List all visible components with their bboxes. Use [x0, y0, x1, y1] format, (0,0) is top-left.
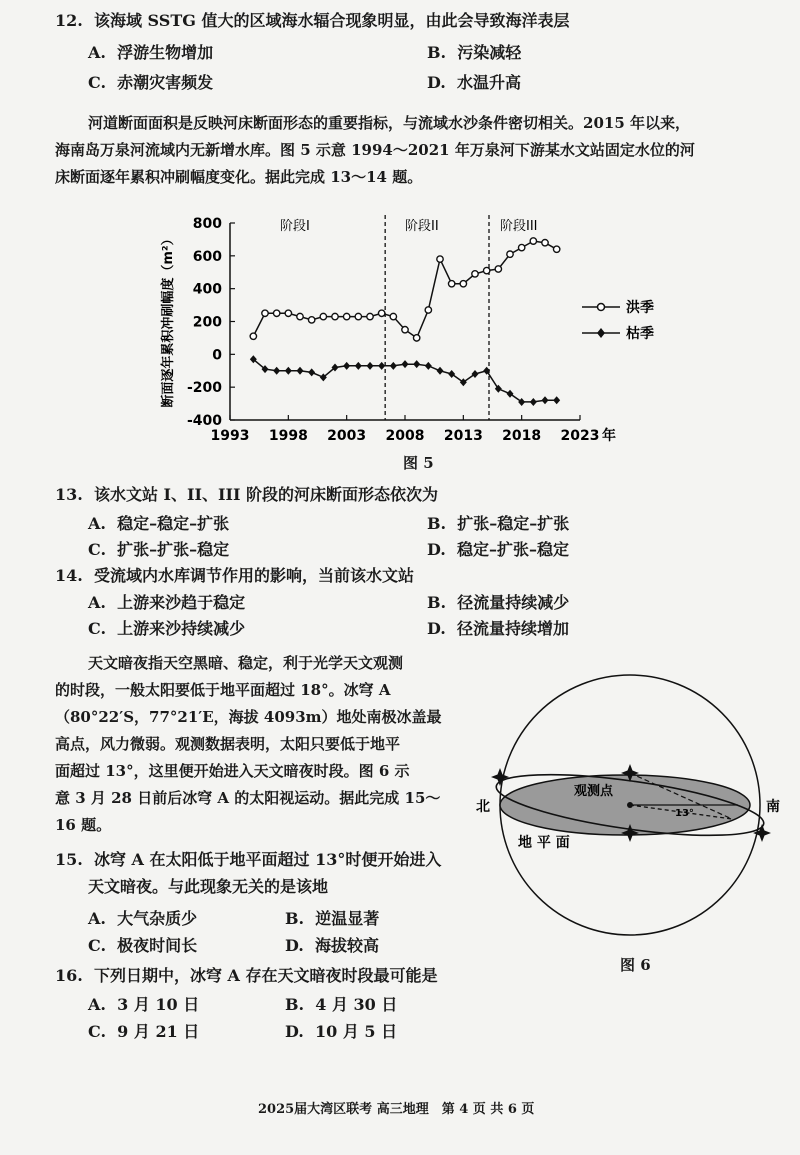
y-tick-label: 0 [212, 347, 222, 364]
flood-season-point [483, 267, 489, 273]
dry-season-point [542, 396, 549, 404]
legend-dry-marker [597, 328, 605, 338]
figure6-caption: 图 6 [620, 956, 651, 974]
q12-option-a: A. 浮游生物增加 [88, 43, 214, 62]
q15-text-line-1: 冰穹 A 在太阳低于地平面超过 13°时便开始进入 [93, 850, 442, 869]
dry-season-point [448, 370, 455, 378]
flood-season-point [530, 238, 536, 244]
flood-season-point [343, 313, 349, 319]
q14-option-b: B. 径流量持续减少 [427, 593, 570, 612]
flood-season-point [250, 333, 256, 339]
legend-flood-label: 洪季 [626, 300, 654, 316]
x-tick-label: 2023 [560, 428, 600, 444]
q14-stem [55, 563, 414, 586]
q14-option-d: D. 径流量持续增加 [427, 619, 570, 638]
q12-text: 该海域 SSTG 值大的区域海水辐合现象明显，由此会导致海洋表层 [93, 11, 570, 30]
flood-season-point [332, 313, 338, 319]
dry-season-point [297, 367, 304, 375]
stage-3-label: 阶段III [500, 219, 538, 234]
angle-label: 13° [675, 808, 694, 819]
q13-text: 该水文站 I、II、III 阶段的河床断面形态依次为 [93, 485, 439, 504]
q13-option-a: A. 稳定–稳定–扩张 [88, 514, 230, 533]
dry-season-point [285, 367, 292, 375]
flood-season-point [437, 256, 443, 262]
y-axis-label: 断面逐年累积冲刷幅度（m²） [161, 232, 176, 408]
q12-option-c: C. 赤潮灾害频发 [88, 73, 214, 92]
flood-season-point [297, 313, 303, 319]
dry-season-point [530, 398, 537, 406]
flood-season-point [308, 317, 314, 323]
y-tick-label: 800 [192, 216, 222, 232]
q15-option-b: B. 逆温显著 [285, 909, 380, 928]
q14-option-a: A. 上游来沙趋于稳定 [88, 593, 246, 612]
y-tick-label: -400 [186, 413, 222, 429]
stage-1-label: 阶段I [280, 219, 310, 234]
dry-season-point [413, 360, 420, 368]
y-tick-label: 600 [192, 248, 222, 265]
x-tick-label: 2008 [385, 428, 425, 444]
flood-season-point [320, 313, 326, 319]
dry-season-point [355, 362, 362, 370]
legend-dry-label: 枯季 [626, 326, 654, 342]
x-tick-label: 1998 [268, 428, 308, 444]
y-tick-label: 400 [192, 281, 222, 298]
dry-season-point [308, 368, 315, 376]
q12-option-b: B. 污染减轻 [427, 43, 522, 62]
flood-season-point [378, 310, 384, 316]
y-tick-label: 200 [192, 314, 222, 331]
chart-axes [187, 215, 600, 444]
q15-stem [55, 847, 441, 870]
x-tick-label: 1993 [210, 428, 250, 444]
flood-season-point [448, 281, 454, 287]
q12-stem [55, 8, 569, 31]
flood-season-point [367, 313, 373, 319]
passage2-line-5: 面超过 13°，这里便开始进入天文暗夜时段。图 6 示 [55, 762, 410, 780]
passage2-line-3: （80°22′S，77°21′E，海拔 4093m）地处南极冰盖最 [55, 708, 442, 726]
flood-season-point [472, 271, 478, 277]
q16-option-a: A. 3 月 10 日 [88, 995, 200, 1014]
dry-season-point [273, 367, 280, 375]
x-tick-label: 2003 [327, 428, 367, 444]
q15-option-d: D. 海拔较高 [285, 936, 380, 955]
south-label: 南 [766, 799, 780, 815]
passage2-line-2: 的时段，一般太阳要低于地平面超过 18°。冰穹 A [55, 681, 391, 699]
flood-season-point [507, 251, 513, 257]
flood-season-point [460, 281, 466, 287]
figure5-caption: 图 5 [403, 454, 434, 472]
observer-label: 观测点 [574, 784, 614, 799]
dry-season-point [378, 362, 385, 370]
figure5-chart [150, 205, 650, 445]
flood-season-point [553, 246, 559, 252]
flood-season-point [413, 335, 419, 341]
figure6-diagram [470, 665, 790, 955]
q16-option-b: B. 4 月 30 日 [285, 995, 398, 1014]
passage2-line-7: 16 题。 [55, 816, 112, 834]
stage-2-label: 阶段II [405, 219, 439, 234]
q14-text: 受流域内水库调节作用的影响，当前该水文站 [93, 566, 414, 585]
q14-number: 14. [55, 566, 83, 585]
flood-season-point [390, 313, 396, 319]
dry-season-point [367, 362, 374, 370]
q15-text-line-2: 天文暗夜。与此现象无关的是该地 [88, 877, 329, 896]
passage1-line-1: 河道断面面积是反映河床断面形态的重要指标，与流域水沙条件密切相关。2015 年以来， [88, 114, 690, 132]
dry-season-point [518, 398, 525, 406]
dry-season-point [390, 362, 397, 370]
flood-season-point [425, 307, 431, 313]
passage2-line-4: 高点，风力微弱。观测数据表明，太阳只要低于地平 [55, 735, 401, 753]
flood-season-point [495, 266, 501, 272]
dry-season-point [460, 378, 467, 386]
sun-marker-left [491, 768, 509, 786]
x-tick-label: 2013 [443, 428, 483, 444]
dry-season-point [437, 367, 444, 375]
passage1-line-3: 床断面逐年累积冲刷幅度变化。据此完成 13～14 题。 [55, 168, 423, 186]
q16-text: 下列日期中，冰穹 A 存在天文暗夜时段最可能是 [93, 966, 438, 985]
passage2-line-1: 天文暗夜指天空黑暗、稳定，利于光学天文观测 [88, 654, 404, 672]
q14-option-c: C. 上游来沙持续减少 [88, 619, 246, 638]
flood-season-point [355, 313, 361, 319]
q13-stem [55, 482, 438, 505]
north-label: 北 [476, 799, 490, 815]
q13-option-c: C. 扩张–扩张–稳定 [88, 540, 230, 559]
flood-season-point [273, 310, 279, 316]
q12-option-d: D. 水温升高 [427, 73, 522, 92]
y-tick-label: -200 [186, 380, 222, 397]
page-footer: 2025届大湾区联考 高三地理 第 4 页 共 6 页 [258, 1102, 535, 1117]
flood-season-point [285, 310, 291, 316]
q13-option-b: B. 扩张–稳定–扩张 [427, 514, 570, 533]
q15-option-a: A. 大气杂质少 [88, 909, 198, 928]
horizon-label: 地 平 面 [518, 835, 570, 851]
flood-season-point [542, 240, 548, 246]
q16-stem [55, 963, 438, 986]
q15-number: 15. [55, 850, 83, 869]
q16-option-d: D. 10 月 5 日 [285, 1022, 398, 1041]
dry-season-point [343, 362, 350, 370]
q12-number: 12. [55, 11, 83, 30]
x-tick-label: 2018 [502, 428, 542, 444]
passage2-line-6: 意 3 月 28 日前后冰穹 A 的太阳视运动。据此完成 15～ [55, 789, 441, 807]
flood-season-point [402, 327, 408, 333]
q13-option-d: D. 稳定–扩张–稳定 [427, 540, 570, 559]
dry-season-point [425, 362, 432, 370]
legend-flood-marker [598, 304, 605, 311]
dry-season-point [553, 396, 560, 404]
figure5-legend [580, 295, 700, 345]
q15-option-c: C. 极夜时间长 [88, 936, 198, 955]
q13-number: 13. [55, 485, 83, 504]
flood-season-point [262, 310, 268, 316]
observer-point [627, 802, 633, 808]
q16-number: 16. [55, 966, 83, 985]
chart-series [250, 238, 560, 406]
passage1-line-2: 海南岛万泉河流域内无新增水库。图 5 示意 1994～2021 年万泉河下游某水文站固定水位的河 [55, 141, 695, 159]
x-axis-unit: 年 [602, 428, 616, 444]
dry-season-point [402, 360, 409, 368]
flood-season-point [518, 244, 524, 250]
dry-season-point [472, 370, 479, 378]
dry-season-point [507, 390, 514, 398]
q16-option-c: C. 9 月 21 日 [88, 1022, 200, 1041]
